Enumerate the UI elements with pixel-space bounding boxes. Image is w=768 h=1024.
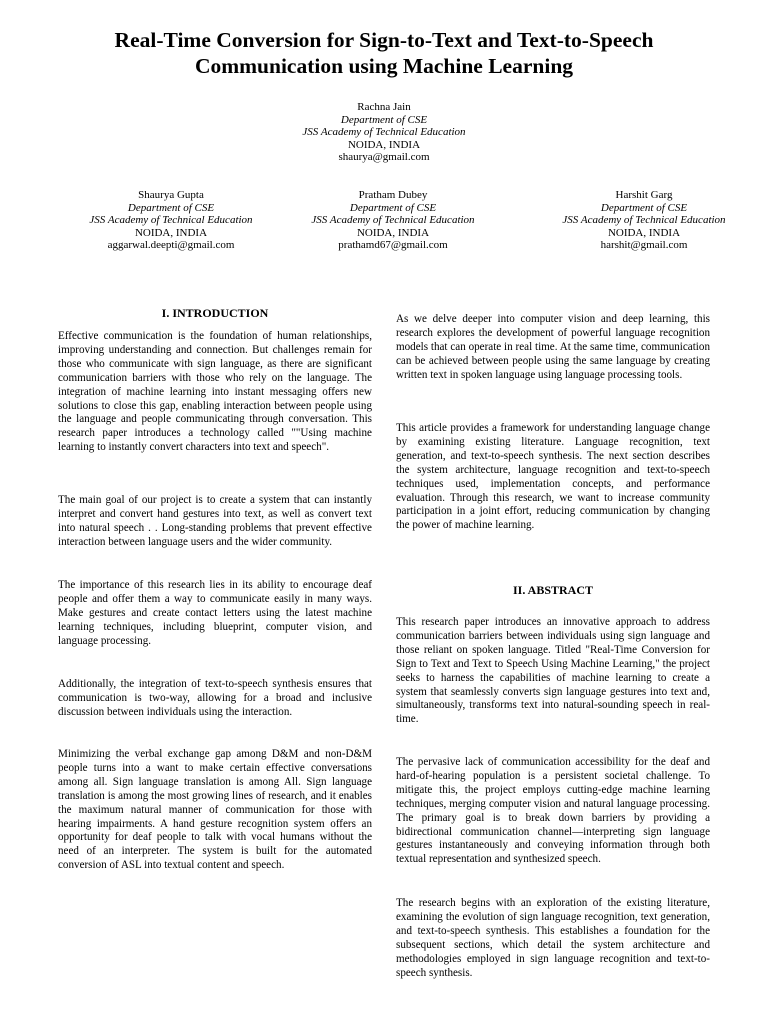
author-block-pratham-dubey — [293, 189, 493, 252]
abstract-paragraph: The pervasive lack of communication accessibility for the deaf and hard-of-hearing population is a persistent societal challenge. To mitigate this, the project employs cutting-edge machine learning techniques, merging computer vision and natural language processing. The primary goal is to break down barriers by providing a bidirectional communication channel—interpreting sign language gestures instantaneously and conveying information through both textual representation and synthesized speech. — [396, 756, 710, 866]
author-block-harshit-garg — [529, 189, 759, 252]
author-email: aggarwal.deepti@gmail.com — [107, 239, 235, 251]
introduction-paragraph: Minimizing the verbal exchange gap among D&M and non-D&M people turns into a want to make certain effective conversations among all. Sign language translation is among All. Sign language translation is among the most growing lines of research, and it enables the maximum natural manner of communication for those with hearing impairments. A hand gesture recognition system offers an opportunity for deaf people to talk with vocal humans without the need of an interpreter. The system is built for the automated conversion of ASL into textual content and speech. — [58, 748, 372, 872]
author-name: Shaurya Gupta — [138, 189, 204, 201]
introduction-paragraph: The main goal of our project is to create a system that can instantly interpret and convert hand gestures into text, as well as convert text into natural speech . . Long-standing problems that prevent effective interaction between language users and the wider community. — [58, 494, 372, 548]
author-location: NOIDA, INDIA — [347, 138, 421, 151]
section-heading-abstract: II. ABSTRACT — [512, 583, 594, 597]
author-location: NOIDA, INDIA — [356, 226, 430, 239]
author-institution: JSS Academy of Technical Education — [89, 214, 253, 226]
author-name: Harshit Garg — [615, 189, 673, 201]
author-institution: JSS Academy of Technical Education — [562, 214, 726, 226]
paper-title-line-1: Real-Time Conversion for Sign-to-Text and Text-to-Speech — [114, 28, 654, 52]
introduction-paragraph-continued: As we delve deeper into computer vision and deep learning, this research explores the development of powerful language recognition models that can operate in real time. At the same time, communication can be achieved between people using the same language by creating written text in spoken language using language processing tools. — [396, 313, 710, 381]
author-department: Department of CSE — [600, 201, 688, 214]
paper-title-line-2: Communication using Machine Learning — [194, 54, 574, 78]
author-department: Department of CSE — [340, 113, 428, 126]
author-location: NOIDA, INDIA — [607, 226, 681, 239]
author-block-rachna-jain — [234, 101, 534, 164]
author-location: NOIDA, INDIA — [134, 226, 208, 239]
introduction-paragraph: The importance of this research lies in its ability to encourage deaf people and offer them a way to communicate easily in many ways. Make gestures and create contact letters using the latest machine learning techniques, including blueprint, computer vision, and language processing. — [58, 579, 372, 647]
author-email: shaurya@gmail.com — [338, 151, 430, 163]
abstract-paragraph: The research begins with an exploration of the existing literature, examining the evolution of sign language recognition, text generation, and text-to-speech synthesis. This establishes a foundation for the subsequent sections, which detail the system architecture and methodologies employed in sign language recognition and text-to-speech synthesis. — [396, 897, 710, 979]
author-institution: JSS Academy of Technical Education — [311, 214, 475, 226]
author-block-shaurya-gupta — [71, 189, 271, 252]
introduction-paragraph: Additionally, the integration of text-to-speech synthesis ensures that communication is two-way, allowing for a broad and inclusive discussion between individuals using the interaction. — [58, 678, 372, 718]
author-name: Pratham Dubey — [358, 189, 428, 201]
section-heading-introduction: I. INTRODUCTION — [161, 306, 269, 320]
author-email: harshit@gmail.com — [600, 239, 688, 251]
introduction-paragraph: Effective communication is the foundation of human relationships, improving understanding and connection. But challenges remain for those who communicate with sign language, as there are significant communication barriers with those who rely on the language. The integration of machine learning into instant messaging offers new solutions to close this gap, enabling interaction between people using the language and people communicating through conversation. This research paper introduces a technology called ""Using machine learning to instantly convert characters into text and speech". — [58, 330, 372, 454]
author-department: Department of CSE — [349, 201, 437, 214]
author-email: prathamd67@gmail.com — [338, 239, 448, 251]
abstract-paragraph: This research paper introduces an innovative approach to address communication barriers between individuals using sign language and those reliant on spoken language. Titled "Real-Time Conversion for Sign to Text and Text to Speech Using Machine Learning," the project seeks to harness the capabilities of machine learning to create a system that seamlessly converts sign language gestures into text and, simultaneously, transforms text into natural-sounding speech in real-time. — [396, 616, 710, 726]
author-institution: JSS Academy of Technical Education — [302, 126, 466, 138]
author-name: Rachna Jain — [357, 101, 411, 113]
author-department: Department of CSE — [127, 201, 215, 214]
paper-title — [40, 27, 728, 79]
introduction-paragraph-continued: This article provides a framework for understanding language change by examining existing literature. Language recognition, text generation, and text-to-speech synthesis. The next section describes the system architecture, language recognition and text-to-speech techniques used, implementation concepts, and performance evaluation. Through this research, we want to increase community participation in a joint effort, reducing communication by changing the power of machine learning. — [396, 422, 710, 532]
